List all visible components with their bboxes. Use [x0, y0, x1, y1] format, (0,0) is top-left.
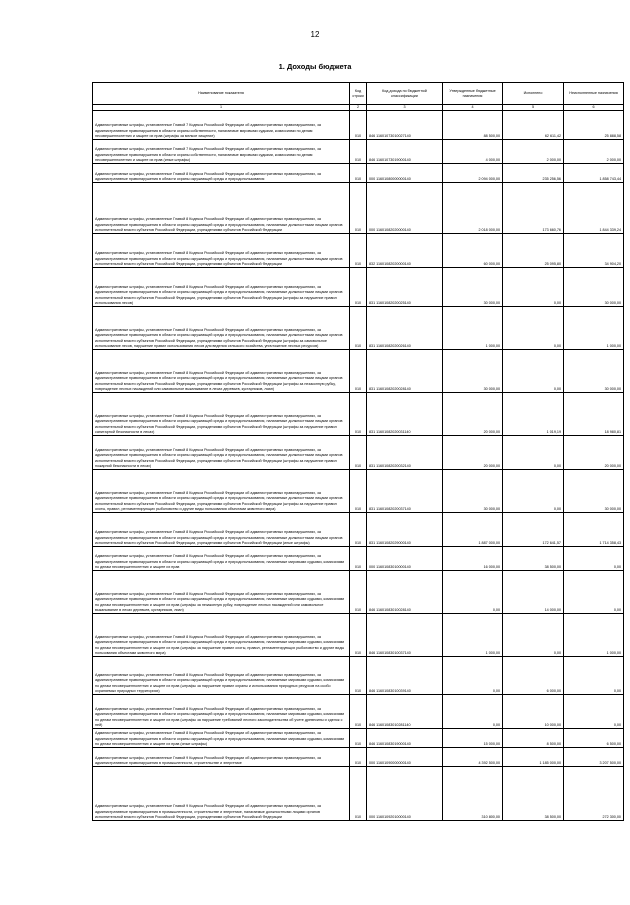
row-name: Административные штрафы, установленные Главой 8 Кодекса Российской Федерации об административных правонарушениях, за административные правонарушения в области охраны окружающей среды и природопользования, налагаемые мировыми судьями, комиссиями по делам несовершеннолетних и защите их прав (штрафы за нарушение правил охраны и использования природных ресурсов на особо охраняемых природных территориях) [93, 657, 350, 695]
row-remaining: 25 888,58 [564, 111, 624, 140]
row-executed: 0,00 [503, 268, 564, 307]
row-executed: 172 641,57 [503, 513, 564, 547]
header-code: Код строки [350, 83, 367, 105]
table-row [93, 268, 624, 307]
table-row [93, 140, 624, 164]
row-name: Административные штрафы, установленные Главой 8 Кодекса Российской Федерации об административных правонарушениях, за административные правонарушения в области охраны окружающей среды и природопользования, налагаемые мировыми судьями, комиссиями по делам несовершеннолетних и защите их прав (штрафы за нарушение правил охоты, правил, регламентирующих рыболовство и другие виды пользования объектами животного мира) [93, 614, 350, 657]
row-executed: 38 500,00 [503, 547, 564, 571]
table-row [93, 470, 624, 513]
row-executed: 62 611,42 [503, 111, 564, 140]
row-code: 010 [350, 547, 367, 571]
row-approved: 0,00 [443, 571, 503, 614]
row-executed: 6 000,00 [503, 657, 564, 695]
row-code: 010 [350, 513, 367, 547]
row-name: Административные штрафы, установленные Главой 8 Кодекса Российской Федерации об административных правонарушениях, за административные правонарушения в области охраны окружающей среды и природопользования, налагаемые должностными лицами органов исполнительной власти субъектов Российской Федерации, учреждениями субъектов Российской Федерации (штрафы за нарушение правил использования лесов) [93, 268, 350, 307]
row-approved: 88 500,00 [443, 111, 503, 140]
row-approved: 2 094 000,00 [443, 164, 503, 183]
row-approved: 4 392 500,00 [443, 748, 503, 767]
row-name: Административные штрафы, установленные Главой 8 Кодекса Российской Федерации об административных правонарушениях, за административные правонарушения в области охраны окружающей среды и природопользования, налагаемые должностными лицами органов исполнительной власти субъектов Российской Федерации, учреждениями субъектов Российской Федерации (штрафы за самовольное использование лесов, нарушение правил использования лесов для ведения сельского хозяйства, уничтожение лесных ресурсов) [93, 307, 350, 350]
table-header-row [93, 83, 624, 105]
row-name: Административные штрафы, установленные Главой 7 Кодекса Российской Федерации об административных правонарушениях, за административные правонарушения в области охраны собственности, налагаемые мировыми судьями, комиссиями по делам несовершеннолетних и защите их прав (иные штрафы) [93, 140, 350, 164]
column-number: 1 [93, 105, 350, 111]
row-remaining: 18 980,81 [564, 393, 624, 436]
row-executed: 10 000,00 [503, 695, 564, 729]
row-kbk: 000 11601092010000140 [367, 767, 443, 821]
row-executed: 25 095,80 [503, 234, 564, 268]
row-code: 010 [350, 614, 367, 657]
row-executed: 0,00 [503, 436, 564, 470]
row-approved: 20 000,00 [443, 393, 503, 436]
row-executed: 1 019,19 [503, 393, 564, 436]
row-kbk: 832 11601082020000140 [367, 234, 443, 268]
row-executed: 1 185 000,00 [503, 748, 564, 767]
row-approved: 20 000,00 [443, 436, 503, 470]
row-name: Административные штрафы, установленные Главой 8 Кодекса Российской Федерации об административных правонарушениях, за административные правонарушения в области охраны окружающей среды и природопользования, налагаемые должностными лицами органов исполнительной власти субъектов Российской Федерации, учреждениями субъектов Российской Федерации (иные штрафы) [93, 513, 350, 547]
row-kbk: 000 11601090000000140 [367, 748, 443, 767]
page-number: 12 [310, 30, 320, 39]
table-row [93, 695, 624, 729]
row-kbk: 831 11601082020037140 [367, 470, 443, 513]
table-row [93, 547, 624, 571]
row-name: Административные штрафы, установленные Главой 8 Кодекса Российской Федерации об административных правонарушениях, за административные правонарушения в области охраны окружающей среды и природопользования, налагаемые мировыми судьями, комиссиями по делам несовершеннолетних и защите их прав [93, 547, 350, 571]
section-title: 1. Доходы бюджета [278, 62, 352, 71]
row-executed: 0,00 [503, 350, 564, 393]
row-name: Административные штрафы, установленные Главой 8 Кодекса Российской Федерации об административных правонарушениях, за административные правонарушения в области охраны окружающей среды и природопользования, налагаемые должностными лицами органов исполнительной власти субъектов Российской Федерации, учреждениями субъектов Российской Федерации [93, 234, 350, 268]
row-remaining: 30 000,00 [564, 268, 624, 307]
header-remaining: Неисполненные назначения [564, 83, 624, 105]
table-row [93, 513, 624, 547]
table-row [93, 748, 624, 767]
row-name: Административные штрафы, установленные Главой 8 Кодекса Российской Федерации об административных правонарушениях, за административные правонарушения в области охраны окружающей среды и природопользования, налагаемые мировыми судьями, комиссиями по делам несовершеннолетних и защите их прав (штрафы за незаконную рубку, повреждение лесных насаждений или самовольное выкапывание в лесах деревьев, кустарников, лиан) [93, 571, 350, 614]
row-kbk: 846 11601083019000140 [367, 729, 443, 748]
row-kbk: 831 11601082020026140 [367, 307, 443, 350]
header-name: Наименование показателя [93, 83, 350, 105]
table-row [93, 729, 624, 748]
row-remaining: 0,00 [564, 547, 624, 571]
row-code: 010 [350, 234, 367, 268]
row-executed: 8 500,00 [503, 729, 564, 748]
row-code: 010 [350, 350, 367, 393]
row-remaining: 0,00 [564, 657, 624, 695]
column-number: 4 [443, 105, 503, 111]
row-remaining: 1 858 743,44 [564, 164, 624, 183]
row-remaining: 1 000,00 [564, 614, 624, 657]
header-executed: Исполнено [503, 83, 564, 105]
row-kbk: 846 11601073010027140 [367, 111, 443, 140]
row-executed: 14 000,00 [503, 571, 564, 614]
row-code: 010 [350, 767, 367, 821]
row-code: 010 [350, 111, 367, 140]
row-remaining: 3 207 500,00 [564, 748, 624, 767]
row-executed: 0,00 [503, 470, 564, 513]
row-name: Административные штрафы, установленные Главой 8 Кодекса Российской Федерации об административных правонарушениях, за административные правонарушения в области охраны окружающей среды и природопользования, налагаемые должностными лицами органов исполнительной власти субъектов Российской Федерации, учреждениями субъектов Российской Федерации (штрафы за незаконную рубку, повреждение лесных насаждений или самовольное выкапывание в лесах деревьев, кустарников, лиан) [93, 350, 350, 393]
table-row [93, 350, 624, 393]
row-executed: 173 660,76 [503, 183, 564, 234]
row-approved: 15 000,00 [443, 729, 503, 748]
table-row [93, 393, 624, 436]
row-remaining: 30 000,00 [564, 470, 624, 513]
row-approved: 16 000,00 [443, 547, 503, 571]
row-approved: 4 000,00 [443, 140, 503, 164]
table-row [93, 767, 624, 821]
row-name: Административные штрафы, установленные Главой 8 Кодекса Российской Федерации об административных правонарушениях, за административные правонарушения в области охраны окружающей среды и природопользования, налагаемые должностными лицами органов исполнительной власти субъектов Российской Федерации, учреждениями субъектов Российской Федерации (штрафы за нарушение правил санитарной безопасности в лесах) [93, 393, 350, 436]
row-approved: 1 887 000,00 [443, 513, 503, 547]
row-kbk: 000 11601082020000140 [367, 183, 443, 234]
row-code: 010 [350, 657, 367, 695]
row-code: 010 [350, 695, 367, 729]
row-remaining: 30 000,00 [564, 350, 624, 393]
row-kbk: 831 11601082020032140 [367, 436, 443, 470]
row-executed: 2 000,00 [503, 140, 564, 164]
row-approved: 30 000,00 [443, 470, 503, 513]
row-kbk: 846 11601083010039140 [367, 657, 443, 695]
row-remaining: 272 300,00 [564, 767, 624, 821]
row-approved: 30 000,00 [443, 350, 503, 393]
row-kbk: 846 11601073019000140 [367, 140, 443, 164]
column-number: 5 [503, 105, 564, 111]
row-name: Административные штрафы, установленные Главой 8 Кодекса Российской Федерации об административных правонарушениях, за административные правонарушения в области охраны окружающей среды и природопользования [93, 164, 350, 183]
row-code: 010 [350, 393, 367, 436]
row-kbk: 846 11601083010028140 [367, 571, 443, 614]
row-code: 010 [350, 571, 367, 614]
row-approved: 1 000,00 [443, 614, 503, 657]
row-approved: 30 000,00 [443, 268, 503, 307]
row-kbk: 846 11601083010281140 [367, 695, 443, 729]
table-row [93, 571, 624, 614]
table-row [93, 164, 624, 183]
row-remaining: 0,00 [564, 571, 624, 614]
row-code: 010 [350, 183, 367, 234]
row-approved: 1 000,00 [443, 307, 503, 350]
row-executed: 0,00 [503, 307, 564, 350]
row-kbk: 831 11601082020025140 [367, 268, 443, 307]
table-row [93, 614, 624, 657]
row-remaining: 2 000,00 [564, 140, 624, 164]
table-row [93, 111, 624, 140]
table-row [93, 234, 624, 268]
row-remaining: 1 714 358,43 [564, 513, 624, 547]
row-code: 010 [350, 268, 367, 307]
row-remaining: 0,00 [564, 695, 624, 729]
column-number: 2 [350, 105, 367, 111]
row-kbk: 831 11601082020028140 [367, 350, 443, 393]
row-executed: 235 256,56 [503, 164, 564, 183]
row-code: 010 [350, 729, 367, 748]
table-row [93, 183, 624, 234]
row-executed: 38 500,00 [503, 767, 564, 821]
row-name: Административные штрафы, установленные Главой 8 Кодекса Российской Федерации об административных правонарушениях, за административные правонарушения в области охраны окружающей среды и природопользования, налагаемые мировыми судьями, комиссиями по делам несовершеннолетних и защите их прав (штрафы за нарушение требований лесного законодательства об учете древесины и сделок с ней) [93, 695, 350, 729]
row-remaining: 6 500,00 [564, 729, 624, 748]
row-name: Административные штрафы, установленные Главой 7 Кодекса Российской Федерации об административных правонарушениях, за административные правонарушения в области охраны собственности, налагаемые мировыми судьями, комиссиями по делам несовершеннолетних и защите их прав (штрафы за мелкое хищение) [93, 111, 350, 140]
row-name: Административные штрафы, установленные Главой 8 Кодекса Российской Федерации об административных правонарушениях, за административные правонарушения в области охраны окружающей среды и природопользования, налагаемые мировыми судьями, комиссиями по делам несовершеннолетних и защите их прав (иные штрафы) [93, 729, 350, 748]
row-remaining: 1 844 339,24 [564, 183, 624, 234]
row-kbk: 000 11601083010000140 [367, 547, 443, 571]
table-row [93, 657, 624, 695]
row-code: 010 [350, 470, 367, 513]
table-row [93, 307, 624, 350]
row-kbk: 846 11601083010037140 [367, 614, 443, 657]
row-code: 010 [350, 307, 367, 350]
row-name: Административные штрафы, установленные Главой 8 Кодекса Российской Федерации об административных правонарушениях, за административные правонарушения в области охраны окружающей среды и природопользования, налагаемые должностными лицами органов исполнительной власти субъектов Российской Федерации, учреждениями субъектов Российской Федерации (штрафы за нарушение правил охоты, правил, регламентирующих рыболовство и другие виды пользования объектами животного мира) [93, 470, 350, 513]
row-code: 010 [350, 140, 367, 164]
row-remaining: 20 000,00 [564, 436, 624, 470]
row-approved: 310 800,00 [443, 767, 503, 821]
row-remaining: 1 000,00 [564, 307, 624, 350]
row-name: Административные штрафы, установленные Главой 9 Кодекса Российской Федерации об административных правонарушениях, за административные правонарушения в промышленности, строительстве и энергетике, налагаемые должностными лицами органов исполнительной власти субъектов Российской Федерации, учреждениями субъектов Российской Федерации [93, 767, 350, 821]
row-name: Административные штрафы, установленные Главой 8 Кодекса Российской Федерации об административных правонарушениях, за административные правонарушения в области охраны окружающей среды и природопользования, налагаемые должностными лицами органов исполнительной власти субъектов Российской Федерации, учреждениями субъектов Российской Федерации [93, 183, 350, 234]
row-approved: 60 000,00 [443, 234, 503, 268]
row-remaining: 34 904,20 [564, 234, 624, 268]
row-kbk: 831 11601082020031140 [367, 393, 443, 436]
row-approved: 0,00 [443, 657, 503, 695]
header-approved: Утвержденные бюджетные назначения [443, 83, 503, 105]
row-name: Административные штрафы, установленные Главой 9 Кодекса Российской Федерации об административных правонарушениях, за административные правонарушения в промышленности, строительстве и энергетике [93, 748, 350, 767]
table-row [93, 436, 624, 470]
row-kbk: 000 11601080000000140 [367, 164, 443, 183]
column-number: 3 [367, 105, 443, 111]
row-executed: 0,00 [503, 614, 564, 657]
row-code: 010 [350, 748, 367, 767]
row-kbk: 831 11601082029000140 [367, 513, 443, 547]
row-code: 010 [350, 436, 367, 470]
header-kbk: Код дохода по бюджетной классификации [367, 83, 443, 105]
column-number: 6 [564, 105, 624, 111]
row-name: Административные штрафы, установленные Главой 8 Кодекса Российской Федерации об административных правонарушениях, за административные правонарушения в области охраны окружающей среды и природопользования, налагаемые должностными лицами органов исполнительной власти субъектов Российской Федерации, учреждениями субъектов Российской Федерации (штрафы за нарушение правил пожарной безопасности в лесах) [93, 436, 350, 470]
row-approved: 2 018 000,00 [443, 183, 503, 234]
row-code: 010 [350, 164, 367, 183]
budget-income-table [92, 82, 624, 821]
row-approved: 0,00 [443, 695, 503, 729]
